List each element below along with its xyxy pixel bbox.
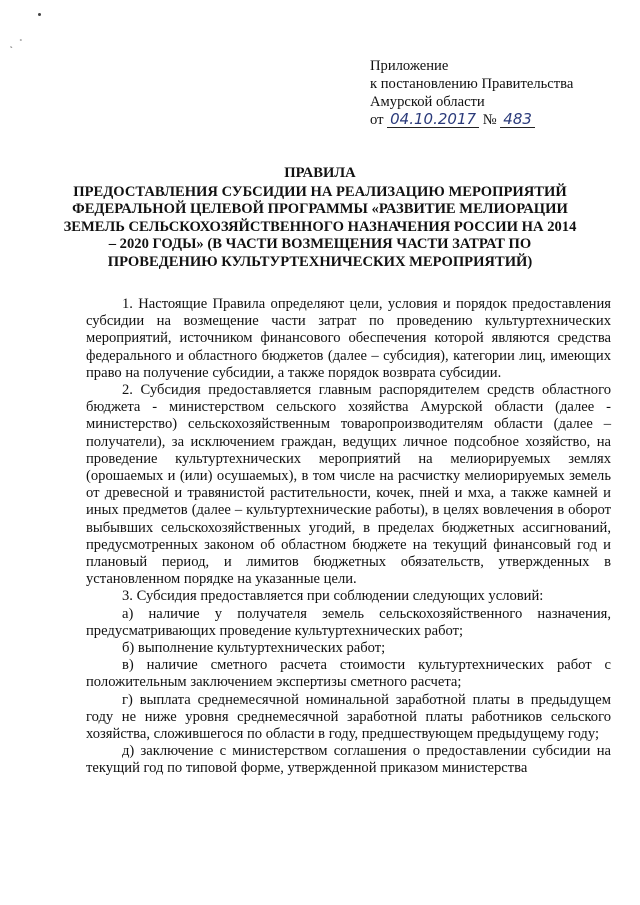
appendix-date-line — [370, 111, 630, 129]
appendix-line: Амурской области — [370, 94, 485, 110]
paragraph-2: 2. Субсидия предоставляется главным распорядителем средств областного бюджета - министерством сельского хозяйства Амурской области (далее - министерство) сельскохозяйственным товаропроизводителям области (далее – получатели), за исключением граждан, ведущих личное подсобное хозяйство, на проведение культуртехнических мероприятий на мелиорируемых землях (орошаемых и (или) осушаемых), в том числе на расчистку мелиорируемых земель от древесной и травянистой растительности, кочек, пней и мха, а также камней и иных предметов (далее – культуртехнические работы), в целях вовлечения в оборот выбывших сельскохозяйственных угодий, в пределах бюджетных ассигнований, предусмотренных законом об областном бюджете на текущий финансовый год и плановый период, и лимитов бюджетных обязательств, утвержденных в установленном порядке на указанные цели. — [86, 382, 611, 588]
condition-v: в) наличие сметного расчета стоимости культуртехнических работ с положительным заключением экспертизы сметного расчета; — [86, 657, 611, 691]
condition-a: а) наличие у получателя земель сельскохозяйственного назначения, предусматривающих проведение культуртехнических работ; — [86, 605, 611, 639]
title-heading: ПРАВИЛА — [284, 165, 356, 181]
condition-g: г) выплата среднемесячной номинальной заработной платы в предыдущем году не ниже уровня среднемесячной заработной платы работников сельского хозяйства, сложившегося по области в году, предшествующем предыдущему году; — [86, 691, 611, 743]
title-subtitle: ПРЕДОСТАВЛЕНИЯ СУБСИДИИ НА РЕАЛИЗАЦИЮ МЕРОПРИЯТИЙ ФЕДЕРАЛЬНОЙ ЦЕЛЕВОЙ ПРОГРАММЫ «РАЗВИТИЕ МЕЛИОРАЦИИ ЗЕМЕЛЬ СЕЛЬСКОХОЗЯЙСТВЕННОГО НАЗНАЧЕНИЯ РОССИИ НА 2014 – 2020 ГОДЫ» (В ЧАСТИ ВОЗМЕЩЕНИЯ ЧАСТИ ЗАТРАТ ПО ПРОВЕДЕНИЮ КУЛЬТУРТЕХНИЧЕСКИХ МЕРОПРИЯТИЙ) — [63, 183, 577, 270]
appendix-line: к постановлению Правительства — [370, 76, 574, 92]
handwritten-date: 04.10.2017 — [387, 112, 479, 128]
scan-artifact: ˛ ˚ — [10, 38, 25, 48]
condition-d: д) заключение с министерством соглашения о предоставлении субсидии на текущий год по типовой форме, утвержденной приказом министерства — [86, 743, 611, 777]
date-prefix: от — [370, 112, 384, 128]
paragraph-1: 1. Настоящие Правила определяют цели, условия и порядок предоставления субсидии на возмещение части затрат по проведению культуртехнических мероприятий, источником финансового обеспечения которой являются средства федерального и областного бюджетов (далее – субсидия), категории лиц, имеющих право на получение субсидии, а также порядок возврата субсидии. — [86, 296, 611, 381]
document-body — [86, 296, 611, 778]
number-prefix: № — [482, 112, 497, 128]
appendix-block — [370, 57, 630, 129]
scan-speck — [38, 13, 41, 16]
document-title — [60, 165, 580, 271]
paragraph-3: 3. Субсидия предоставляется при соблюдении следующих условий: — [122, 588, 544, 605]
appendix-line: Приложение — [370, 58, 449, 74]
condition-b: б) выполнение культуртехнических работ; — [122, 640, 386, 657]
handwritten-number: 483 — [500, 112, 535, 128]
